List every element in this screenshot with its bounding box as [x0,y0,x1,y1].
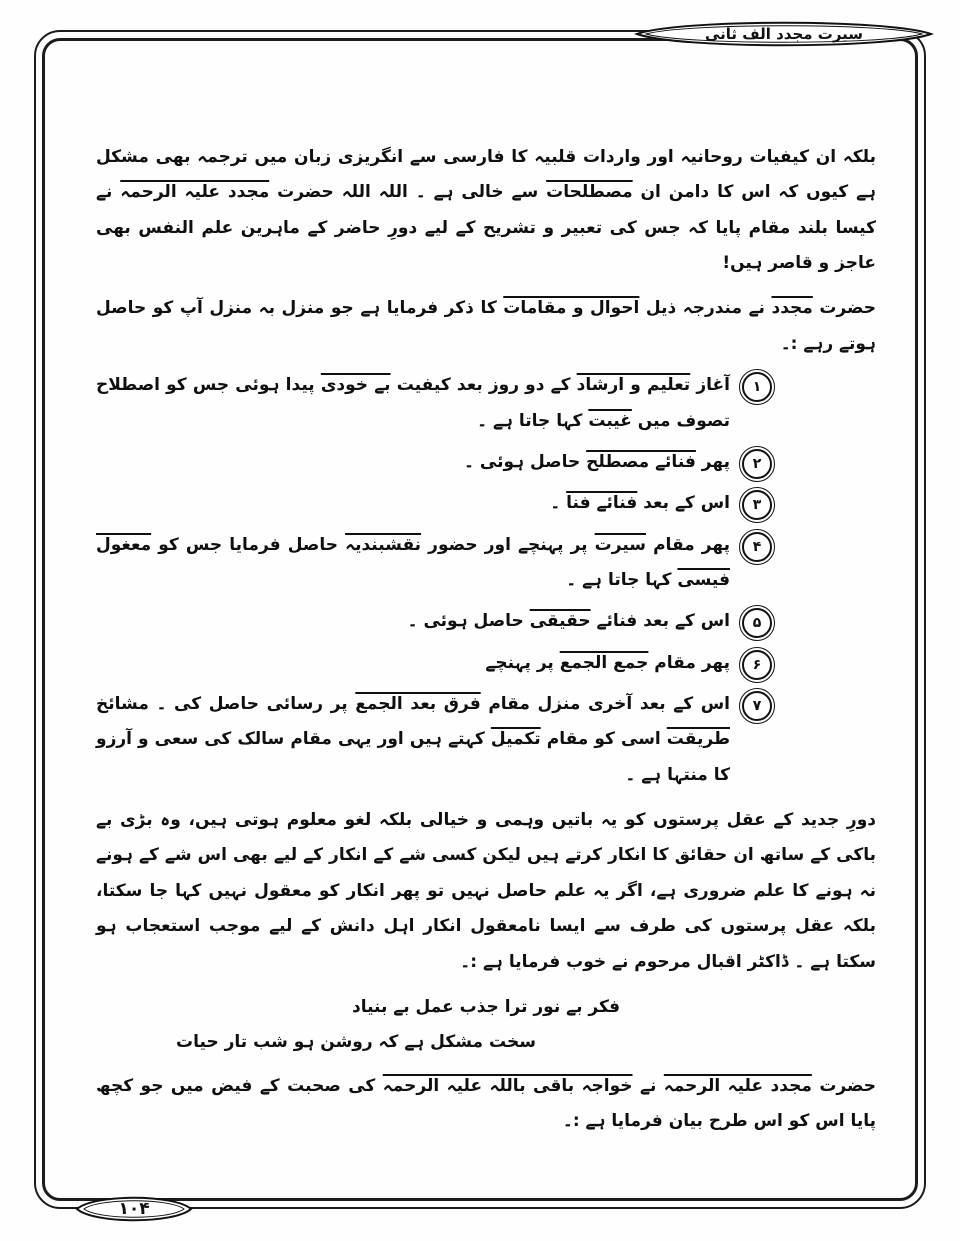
page-number: ۱۰۴ [118,1199,150,1219]
item-text: اس کے بعد آخری منزل مقام فرق بعد الجمع پر رسائی حاصل کی ۔ مشائخ طریقت اسی کو مقام تکمیل کہتے ہیں اور یہی مقام سالک کی سعی و آرزو کا منتہا ہے ۔ [96,694,730,785]
header-cartouche [634,15,934,53]
list-item [96,486,876,521]
item-number-badge: ۷ [742,691,772,721]
item-text: آغاز تعلیم و ارشاد کے دو روز بعد کیفیت بے خودی پیدا ہوئی جس کو اصطلاح تصوف میں غیبت کہا جاتا ہے ۔ [96,375,730,431]
list-item [96,604,876,639]
couplet-line-1: فکر بے نور ترا جذب عمل بے بنیاد [351,996,621,1017]
list-item [96,646,876,681]
page-content [96,140,876,1149]
page-number-cartouche [74,1190,194,1228]
paragraph-lead: حضرت مجدد نے مندرجہ ذیل احوال و مقامات کا ذکر فرمایا ہے جو منزل بہ منزل آپ کو حاصل ہوتے رہے :۔ [96,298,877,354]
list-item [96,368,876,439]
item-number-badge: ۶ [742,650,772,680]
item-text: اس کے بعد فنائے فنا ۔ [550,493,730,514]
list-item [96,528,876,599]
iqbal-couplet [96,990,876,1061]
paragraph-discussion: دورِ جدید کے عقل پرستوں کو یہ باتیں وہمی و خیالی بلکہ لغو معلوم ہوتی ہیں، وہ بڑی بے باکی کے ساتھ ان حقائق کا انکار کرتے ہیں لیکن کسی شے کے انکار کے لیے بھی اس شے کے ہونے نہ ہونے کا علم ضروری ہے، اگر یہ علم حاصل نہیں تو پھر انکار کو معقول نہیں کہا جا سکتا، بلکہ عقل پرستوں کی طرف سے ایسا نامعقول انکار اہل دانش کے لیے موجب استعجاب ہو سکتا ہے ۔ ڈاکٹر اقبال مرحوم نے خوب فرمایا ہے :۔ [96,810,876,972]
list-item [96,687,876,793]
item-text: پھر مقام سیرت پر پہنچے اور حضور نقشبندیہ حاصل فرمایا جس کو معغول فیسی کہا جاتا ہے ۔ [96,534,730,590]
item-number-badge: ۵ [742,608,772,638]
item-number-badge: ۴ [742,532,772,562]
item-number-badge: ۱ [742,372,772,402]
list-item [96,445,876,480]
item-text: اس کے بعد فنائے حقیقی حاصل ہوئی ۔ [407,611,730,632]
stations-list [96,368,876,793]
paragraph-intro: بلکہ ان کیفیات روحانیہ اور واردات قلبیہ کا فارسی سے انگریزی زبان میں ترجمہ بھی مشکل ہے کیوں کہ اس کا دامن ان مصطلحات سے خالی ہے ۔ اللہ اللہ حضرت مجدد علیہ الرحمہ نے کیسا بلند مقام پایا کہ جس کی تعبیر و تشریح کے لیے دورِ حاضر کے ماہرین علم النفس بھی عاجز و قاصر ہیں! [96,147,876,274]
item-number-badge: ۳ [742,490,772,520]
item-text: پھر مقام جمع الجمع پر پہنچے [485,652,730,673]
item-text: پھر فنائے مصطلح حاصل ہوئی ۔ [463,451,730,472]
book-title: سیرت مجدد الف ثانی [704,25,864,43]
paragraph-closing: حضرت مجدد علیہ الرحمہ نے خواجہ باقی باللہ علیہ الرحمہ کی صحبت کے فیض میں جو کچھ پایا اس کو اس طرح بیان فرمایا ہے :۔ [96,1075,876,1131]
item-number-badge: ۲ [742,449,772,479]
couplet-line-2: سخت مشکل ہے کہ روشن ہو شب تار حیات [176,1032,536,1053]
